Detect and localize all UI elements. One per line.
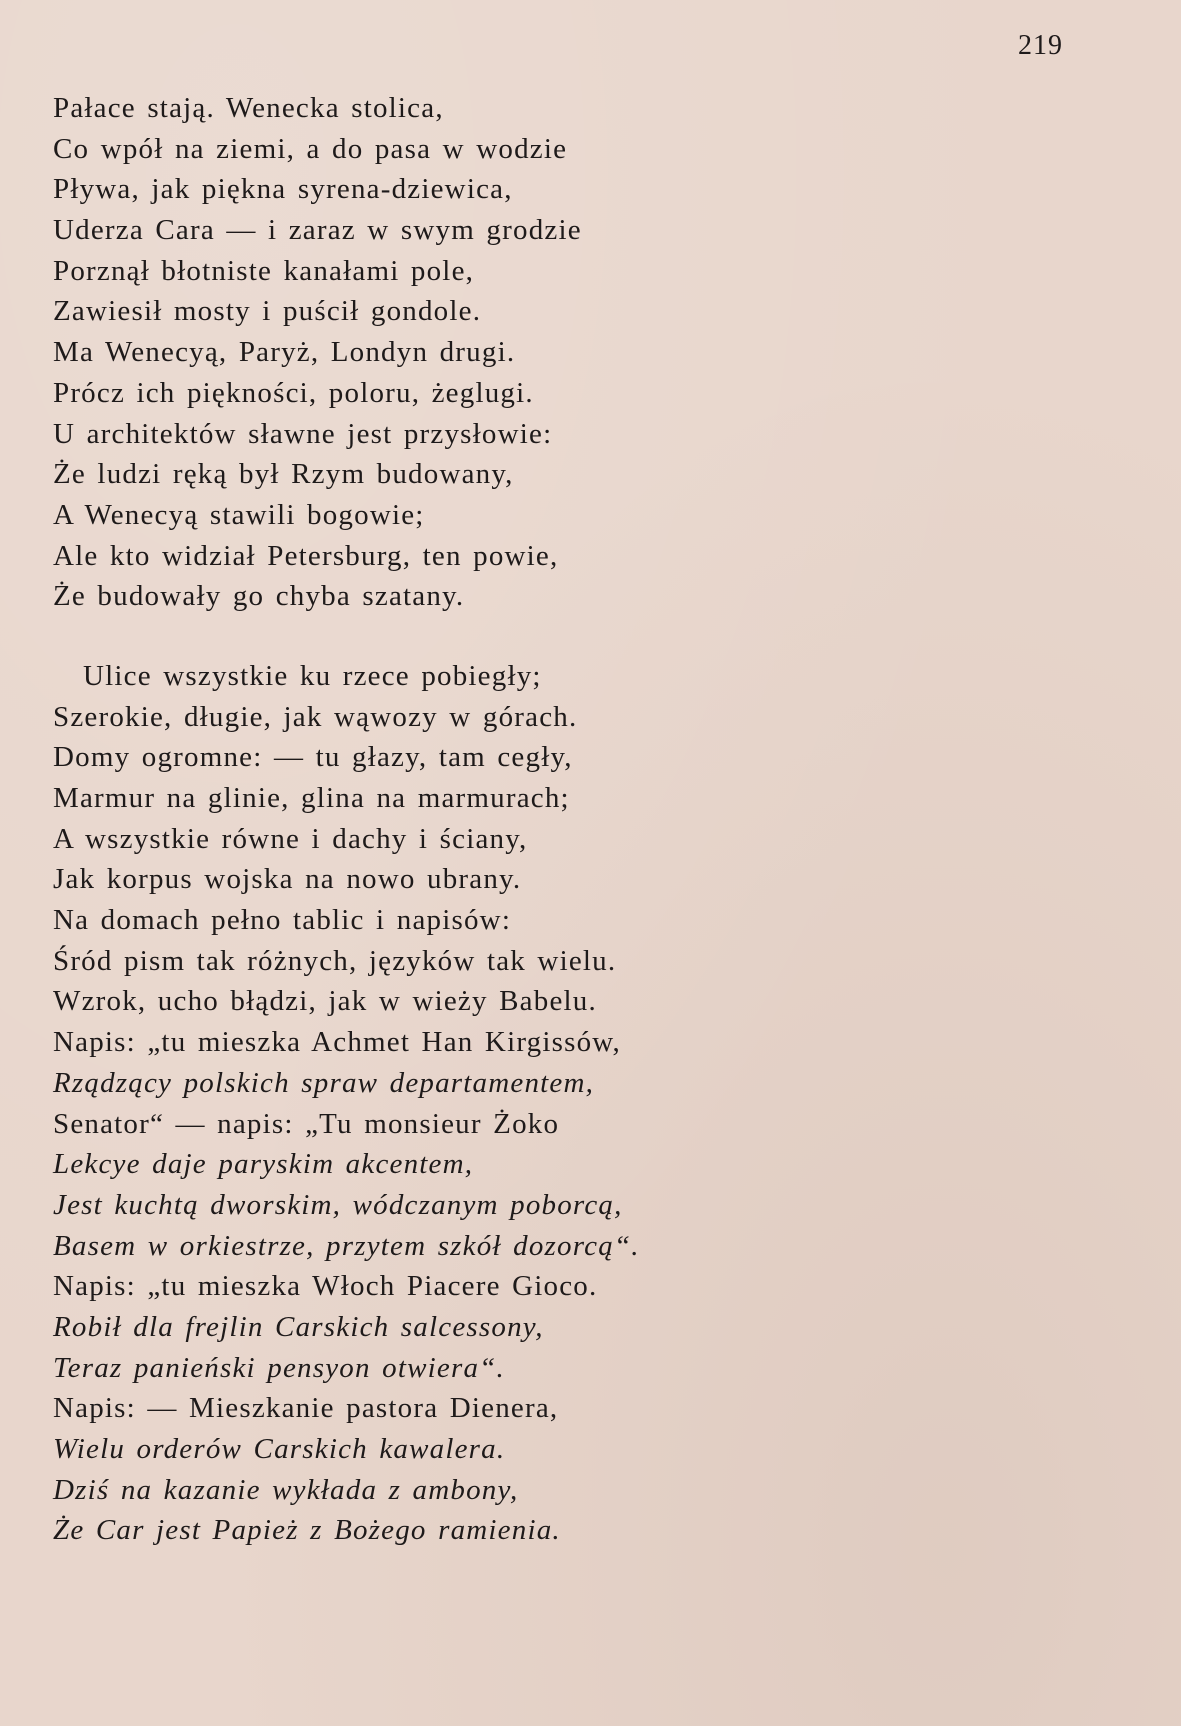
poem-line: Rządzący polskich spraw departamentem, xyxy=(53,1066,595,1099)
poem-line: U architektów sławne jest przysłowie: xyxy=(53,417,553,450)
poem-line: Porznął błotniste kanałami pole, xyxy=(53,254,475,287)
poem-line: Senator“ — napis: „Tu monsieur Żoko xyxy=(53,1107,560,1140)
poem-line: Ulice wszystkie ku rzece pobiegły; xyxy=(83,659,542,692)
poem-line: Lekcye daje paryskim akcentem, xyxy=(53,1148,474,1181)
stanza-2 xyxy=(53,656,1153,1551)
poem-line: Robił dla frejlin Carskich salcessony, xyxy=(53,1310,544,1343)
poem-text xyxy=(53,88,1153,1551)
stanza-1 xyxy=(53,88,1153,617)
poem-line: Wzrok, ucho błądzi, jak w wieży Babelu. xyxy=(53,985,597,1018)
poem-line: Teraz panieński pensyon otwiera“. xyxy=(53,1351,505,1384)
poem-line: Prócz ich piękności, poloru, żeglugi. xyxy=(53,376,534,409)
poem-line: Uderza Cara — i zaraz w swym grodzie xyxy=(53,214,582,247)
poem-line: Co wpół na ziemi, a do pasa w wodzie xyxy=(53,132,568,165)
poem-line: Dziś na kazanie wykłada z ambony, xyxy=(53,1473,519,1506)
poem-line: Domy ogromne: — tu głazy, tam cegły, xyxy=(53,741,573,774)
poem-line: A Wenecyą stawili bogowie; xyxy=(53,498,425,531)
poem-line: Pałace stają. Wenecka stolica, xyxy=(53,92,444,124)
poem-line: Napis: — Mieszkanie pastora Dienera, xyxy=(53,1392,559,1425)
poem-line: Zawiesił mosty i puścił gondole. xyxy=(53,295,482,328)
page-number: 219 xyxy=(1018,30,1063,61)
poem-line: Śród pism tak różnych, języków tak wielu. xyxy=(53,944,617,977)
poem-line: Jak korpus wojska na nowo ubrany. xyxy=(53,863,522,896)
poem-line: A wszystkie równe i dachy i ściany, xyxy=(53,822,528,855)
poem-line: Jest kuchtą dworskim, wódczanym poborcą, xyxy=(53,1188,623,1221)
poem-line: Ma Wenecyą, Paryż, Londyn drugi. xyxy=(53,336,516,369)
poem-line: Napis: „tu mieszka Achmet Han Kirgissów, xyxy=(53,1026,621,1059)
poem-line: Że budowały go chyba szatany. xyxy=(53,580,465,613)
poem-line: Napis: „tu mieszka Włoch Piacere Gioco. xyxy=(53,1270,598,1303)
poem-line: Pływa, jak piękna syrena-dziewica, xyxy=(53,173,513,206)
poem-line: Że Car jest Papież z Bożego ramienia. xyxy=(53,1514,561,1547)
poem-line: Że ludzi ręką był Rzym budowany, xyxy=(53,458,514,491)
poem-line: Szerokie, długie, jak wąwozy w górach. xyxy=(53,700,578,733)
poem-line: Marmur na glinie, glina na marmurach; xyxy=(53,782,570,814)
poem-line: Wielu orderów Carskich kawalera. xyxy=(53,1433,506,1465)
poem-line: Na domach pełno tablic i napisów: xyxy=(53,904,512,937)
poem-line: Ale kto widział Petersburg, ten powie, xyxy=(53,539,559,572)
poem-line: Basem w orkiestrze, przytem szkół dozorcą“. xyxy=(53,1229,640,1262)
